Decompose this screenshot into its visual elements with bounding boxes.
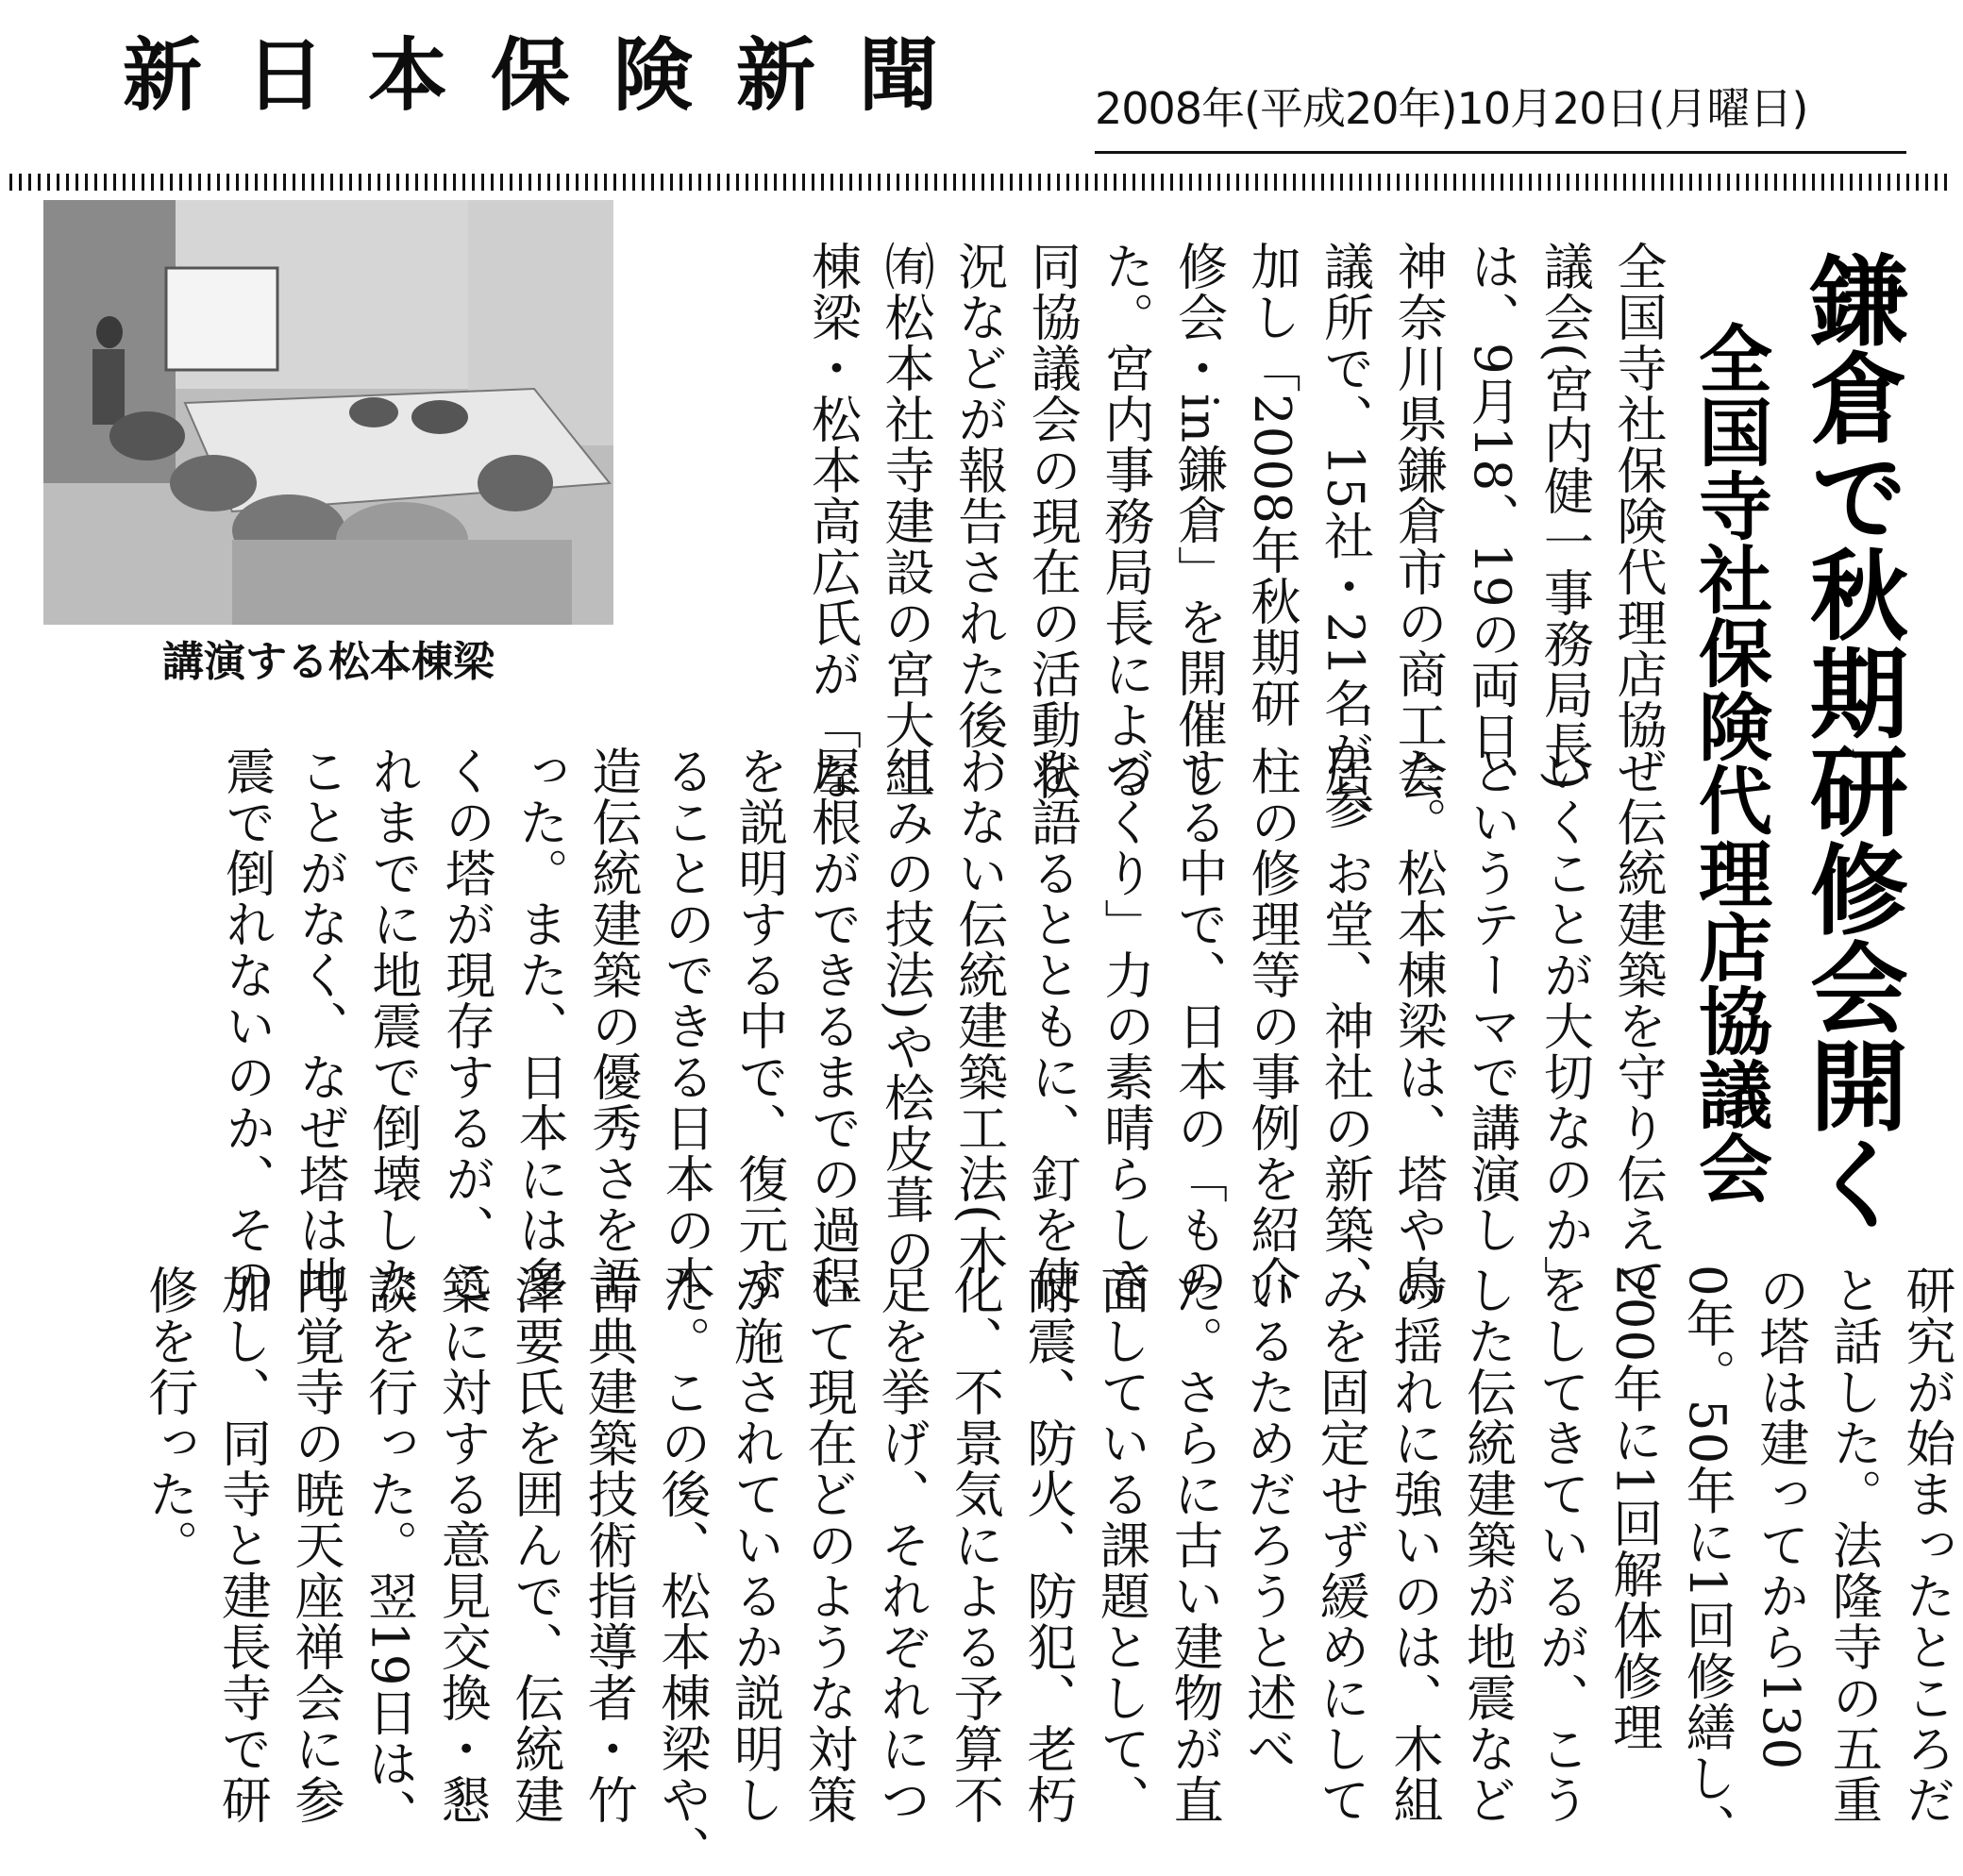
body-text-block-2 <box>210 745 1674 1306</box>
text-line: 況などが報告された後、 <box>949 241 1008 801</box>
text-line: 足を挙げ、それぞれにつ <box>872 1265 931 1825</box>
text-line: ぜ伝統建築を守り伝えて <box>1609 745 1667 1306</box>
subheadline: 全国寺社保険代理店協議会 <box>1686 321 1772 1204</box>
text-line: わない伝統建築工法(木 <box>949 745 1008 1276</box>
text-line: た。さらに古い建物が直 <box>1166 1265 1224 1825</box>
text-line: れまでに地震で倒壊した <box>363 745 422 1306</box>
text-line: 屋根ができるまでの過程 <box>803 745 862 1306</box>
text-line: いて現在どのような対策 <box>799 1265 858 1825</box>
text-line: ることのできる日本の木 <box>657 745 715 1306</box>
text-line: 加し「2008年秋期研 <box>1243 241 1301 729</box>
header-rule <box>1095 151 1906 154</box>
text-line: 修会・in鎌倉」を開催し <box>1169 241 1228 801</box>
text-line: った。また、日本には多 <box>511 745 569 1306</box>
text-line: 神奈川県鎌倉市の商工会 <box>1389 241 1448 801</box>
lecture-photo <box>43 200 613 625</box>
text-line: 古典建築技術指導者・竹 <box>579 1265 638 1825</box>
text-line: づくり」力の素晴らしさ <box>1096 745 1154 1306</box>
text-line: いるためだろうと述べ <box>1238 1265 1297 1774</box>
text-line: 200年に1回解体修理 <box>1604 1265 1663 1752</box>
body-text-block-3 <box>132 1265 1963 1876</box>
text-line: 震で倒れないのか、その <box>217 745 276 1306</box>
body-text-block-1 <box>796 241 1674 830</box>
photo-caption: 講演する松本棟梁 <box>162 638 495 686</box>
text-line: 円覚寺の暁天座禅会に参 <box>286 1265 344 1825</box>
text-line: 議会(宮内健一事務局長) <box>1535 241 1594 792</box>
text-line: と話した。法隆寺の五重 <box>1824 1265 1883 1825</box>
text-line: 澤要氏を囲んで、伝統建 <box>506 1265 564 1825</box>
text-line: 柱の修理等の事例を紹介 <box>1243 745 1301 1306</box>
text-line: 修を行った。 <box>140 1265 198 1570</box>
text-line: 全国寺社保険代理店協 <box>1609 241 1667 750</box>
issue-date: 2008年(平成20年)10月20日(月曜日) <box>1095 83 1808 134</box>
text-line: 議所で、15社・21名が参 <box>1316 241 1374 830</box>
text-line: た。宮内事務局長による <box>1096 241 1154 801</box>
text-line: 研究が始まったところだ <box>1898 1265 1955 1825</box>
text-line: 0年。50年に1回修繕し、 <box>1678 1265 1736 1854</box>
text-line: みを固定せず緩めにして <box>1312 1265 1370 1825</box>
text-line: 同協議会の現在の活動状 <box>1023 241 1082 801</box>
text-line: した伝統建築が地震など <box>1458 1265 1517 1825</box>
text-line: 化、不景気による予算不 <box>946 1265 1004 1825</box>
text-line: ことがなく、なぜ塔は地 <box>291 745 349 1306</box>
text-line: を語るとともに、釘を使 <box>1023 745 1082 1306</box>
text-line: する中で、日本の「もの <box>1169 745 1228 1306</box>
text-line: 居、お堂、神社の新築、 <box>1316 745 1374 1306</box>
text-line: 造伝統建築の優秀さを語 <box>583 745 642 1306</box>
text-line: の揺れに強いのは、木組 <box>1384 1265 1443 1825</box>
text-line: いくことが大切なのか」 <box>1535 745 1594 1306</box>
tick-divider <box>9 174 1954 191</box>
headline: 鎌倉で秋期研修会開く <box>1793 250 1909 1231</box>
text-line: 耐震、防火、防犯、老朽 <box>1018 1265 1077 1825</box>
text-line: は、9月18、19の両日、 <box>1462 241 1520 812</box>
text-line: というテーマで講演し <box>1462 745 1520 1255</box>
text-line: をしてきているが、こう <box>1532 1265 1590 1825</box>
text-line: 談を行った。翌19日は、 <box>360 1265 418 1840</box>
text-line: くの塔が現存するが、こ <box>437 745 495 1306</box>
text-line: 組みの技法)や桧皮葺の <box>877 745 935 1276</box>
masthead-title: 新日本保険新聞 <box>123 29 982 122</box>
text-line: た。松本棟梁は、塔や鳥 <box>1389 745 1448 1306</box>
text-line: の塔は建ってから130 <box>1751 1265 1809 1771</box>
text-line: を説明する中で、復元す <box>730 745 788 1306</box>
text-line: 加し、同寺と建長寺で研 <box>213 1265 272 1825</box>
text-line: 築に対する意見交換・懇 <box>433 1265 492 1825</box>
text-line: 棟梁・松本高広氏が「な <box>803 241 862 801</box>
text-line: 面している課題として、 <box>1092 1265 1150 1825</box>
text-line: が施されているか説明し <box>726 1265 784 1825</box>
text-line: ㈲松本社寺建設の宮大工 <box>877 241 935 801</box>
text-line: た。この後、松本棟梁や、 <box>652 1265 711 1876</box>
